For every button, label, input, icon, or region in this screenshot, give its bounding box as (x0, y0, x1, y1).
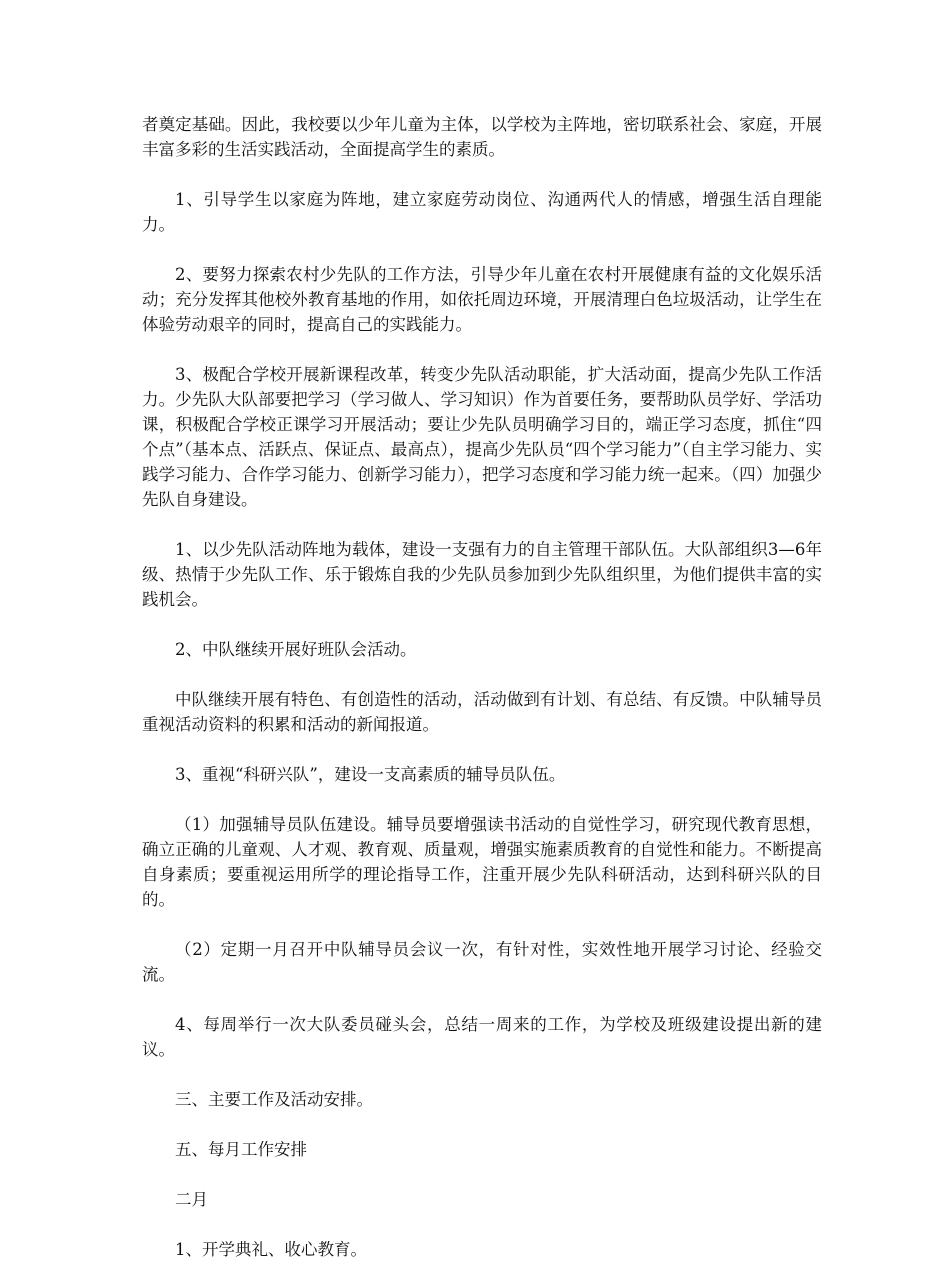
paragraph: 3、极配合学校开展新课程改革，转变少先队活动职能，扩大活动面，提高少先队工作活力。少先队大队部要把学习（学习做人、学习知识）作为首要任务，要帮助队员学好、学活功课，积极配合学校正课学习开展活动；要让少先队员明确学习目的，端正学习态度，抓住“四个点”（基本点、活跃点、保证点、最高点），提高少先队员“四个学习能力”（自主学习能力、实践学习能力、合作学习能力、创新学习能力），把学习态度和学习能力统一起来。（四）加强少先队自身建设。 (142, 365, 822, 509)
document-body (142, 112, 822, 1287)
paragraph: 2、中队继续开展好班队会活动。 (175, 640, 417, 659)
month-heading: 二月 (175, 1190, 208, 1209)
paragraph: 4、每周举行一次大队委员碰头会，总结一周来的工作，为学校及班级建设提出新的建议。 (142, 1015, 822, 1059)
paragraph: 2、要努力探索农村少先队的工作方法，引导少年儿童在农村开展健康有益的文化娱乐活动；充分发挥其他校外教育基地的作用，如依托周边环境，开展清理白色垃圾活动，让学生在体验劳动艰辛的同时，提高自己的实践能力。 (142, 265, 822, 334)
paragraph: 1、以少先队活动阵地为载体，建设一支强有力的自主管理干部队伍。大队部组织3—6年级、热情于少先队工作、乐于锻炼自我的少先队员参加到少先队组织里，为他们提供丰富的实践机会。 (142, 540, 822, 609)
paragraph: （1）加强辅导员队伍建设。辅导员要增强读书活动的自觉性学习，研究现代教育思想，确立正确的儿童观、人才观、教育观、质量观，增强实施素质教育的自觉性和能力。不断提高自身素质；要重视运用所学的理论指导工作，注重开展少先队科研活动，达到科研兴队的目的。 (142, 815, 822, 909)
paragraph: 中队继续开展有特色、有创造性的活动，活动做到有计划、有总结、有反馈。中队辅导员重视活动资料的积累和活动的新闻报道。 (142, 690, 822, 734)
section-heading: 五、每月工作安排 (175, 1140, 307, 1159)
paragraph: 1、引导学生以家庭为阵地，建立家庭劳动岗位、沟通两代人的情感，增强生活自理能力。 (142, 190, 822, 234)
paragraph: （2）定期一月召开中队辅导员会议一次，有针对性，实效性地开展学习讨论、经验交流。 (142, 940, 822, 984)
section-heading: 三、主要工作及活动安排。 (175, 1090, 373, 1109)
paragraph: 3、重视“科研兴队”，建设一支高素质的辅导员队伍。 (175, 765, 566, 784)
paragraph: 1、开学典礼、收心教育。 (175, 1240, 367, 1259)
paragraph: 者奠定基础。因此，我校要以少年儿童为主体，以学校为主阵地，密切联系社会、家庭，开展丰富多彩的生活实践活动，全面提高学生的素质。 (142, 115, 822, 159)
